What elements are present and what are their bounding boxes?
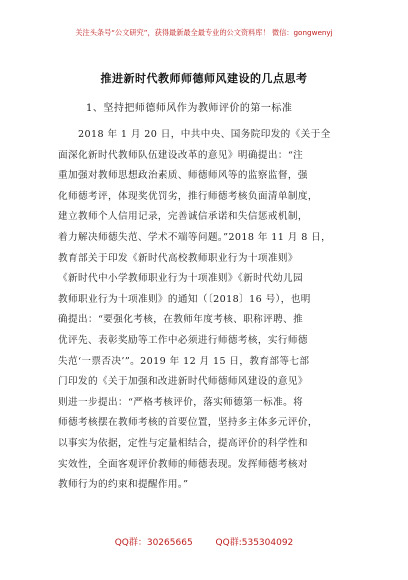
body-line: 教师行为的约束和提醒作用。” xyxy=(58,479,189,491)
body-line: 以事实为依据，定性与定量相结合，提高评价的科学性和 xyxy=(58,437,308,449)
body-line: 面深化新时代教师队伍建设改革的意见》明确提出：“注 xyxy=(58,149,304,161)
body-line: 建立教师个人信用记录，完善诚信承诺和失信惩戒机制， xyxy=(58,211,308,223)
body-line: 教育部关于印发《新时代高校教师职业行为十项准则》 xyxy=(58,252,298,264)
body-line: 优评先、表彰奖励等工作中必须进行师德考核，实行师德 xyxy=(58,334,308,346)
header-promo-note: 关注头条号“公文研究”，获得最新最全最专业的公文资料库！ 微信：gongwenyj xyxy=(75,28,333,37)
body-line: 确提出：“要强化考核，在教师年度考核、职称评聘、推 xyxy=(58,314,304,326)
body-line: 《新时代中小学教师职业行为十项准则》《新时代幼儿园 xyxy=(58,273,304,285)
footer-qq-group-2: QQ群:535304092 xyxy=(215,538,294,548)
body-line: 失范‘一票否决’”。2019 年 12 月 15 日，教育部等七部 xyxy=(58,355,310,367)
body-paragraph xyxy=(58,125,374,496)
body-line: 2018 年 1 月 20 日，中共中央、国务院印发的《关于全 xyxy=(78,129,331,140)
body-line: 门印发的《关于加强和改进新时代师德师风建设的意见》 xyxy=(58,376,308,388)
body-line: 化师德考评，体现奖优罚劣，推行师德考核负面清单制度， xyxy=(58,190,318,202)
footer-qq-group-1: QQ群：30265665 xyxy=(114,538,193,548)
footer-contact xyxy=(0,535,408,548)
body-line: 教师职业行为十项准则》的通知（〔2018〕16 号），也明 xyxy=(58,293,311,305)
body-line: 着力解决师德失范、学术不端等问题。”2018 年 11 月 8 日， xyxy=(58,231,332,243)
body-line: 实效性，全面客观评价教师的师德表现。发挥师德考核对 xyxy=(58,458,308,470)
document-title: 推进新时代教师师德师风建设的几点思考 xyxy=(100,72,308,85)
section-heading: 1、坚持把师德师风作为教师评价的第一标准 xyxy=(86,103,293,114)
body-line: 重加强对教师思想政治素质、师德师风等的监察监督，强 xyxy=(58,170,308,182)
body-line: 师德考核摆在教师考核的首要位置，坚持多主体多元评价， xyxy=(58,417,318,429)
body-line: 则进一步提出：“严格考核评价，落实师德第一标准。将 xyxy=(58,396,304,408)
